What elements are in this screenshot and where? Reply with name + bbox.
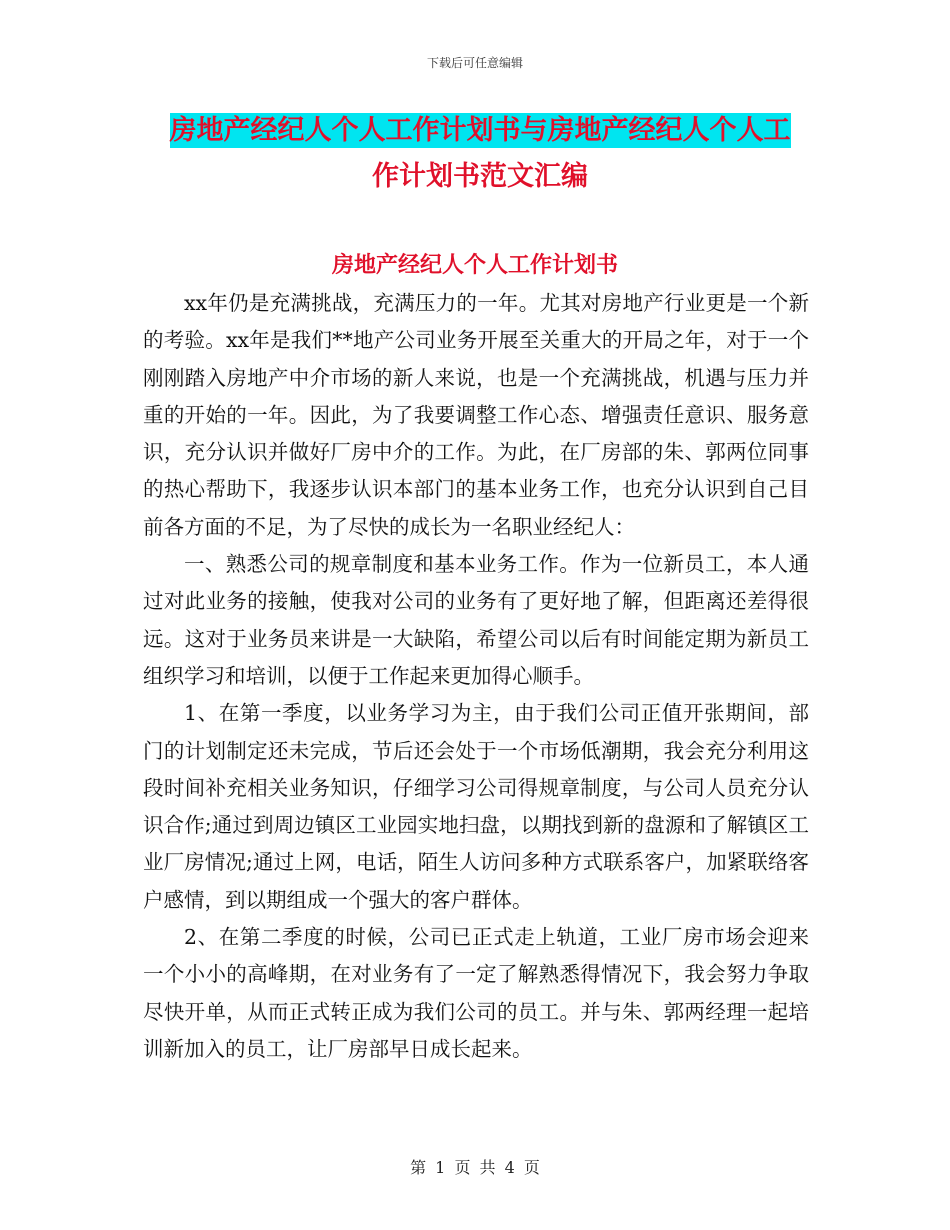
paragraph: 一、熟悉公司的规章制度和基本业务工作。作为一位新员工，本人通过对此业务的接触，使我对公司的业务有了更好地了解，但距离还差得很远。这对于业务员来讲是一大缺陷，希望公司以后有时间能定期为新员工组织学习和培训，以便于工作起来更加得心顺手。 [143,552,809,688]
document-body [143,285,809,1068]
document-title [140,108,820,200]
paragraph: 2、在第二季度的时候，公司已正式走上轨道，工业厂房市场会迎来一个小小的高峰期，在对业务有了一定了解熟悉得情况下，我会努力争取尽快开单，从而正式转正成为我们公司的员工。并与朱、郭两经理一起培训新加入的员工，让厂房部早日成长起来。 [143,925,809,1061]
header-note: 下载后可任意编辑 [426,56,523,70]
paragraph: 1、在第一季度，以业务学习为主，由于我们公司正值开张期间，部门的计划制定还未完成，节后还会处于一个市场低潮期，我会充分利用这段时间补充相关业务知识，仔细学习公司得规章制度，与公司人员充分认识合作;通过到周边镇区工业园实地扫盘，以期找到新的盘源和了解镇区工业厂房情况;通过上网，电话，陌生人访问多种方式联系客户，加紧联络客户感情，到以期组成一个强大的客户群体。 [143,701,809,912]
page-number: 第 1 页 共 4 页 [410,1158,540,1177]
section-title: 房地产经纪人个人工作计划书 [331,252,618,278]
document-title-line1: 房地产经纪人个人工作计划书与房地产经纪人个人工 [169,115,791,146]
paragraph: xx年仍是充满挑战，充满压力的一年。尤其对房地产行业更是一个新的考验。xx年是我们**地产公司业务开展至关重大的开局之年，对于一个刚刚踏入房地产中介市场的新人来说，也是一个充满挑战，机遇与压力并重的开始的一年。因此，为了我要调整工作心态、增强责任意识、服务意识，充分认识并做好厂房中介的工作。为此，在厂房部的朱、郭两位同事的热心帮助下，我逐步认识本部门的基本业务工作，也充分认识到自己目前各方面的不足，为了尽快的成长为一名职业经纪人： [143,291,809,539]
document-title-line2: 作计划书范文汇编 [372,161,588,192]
